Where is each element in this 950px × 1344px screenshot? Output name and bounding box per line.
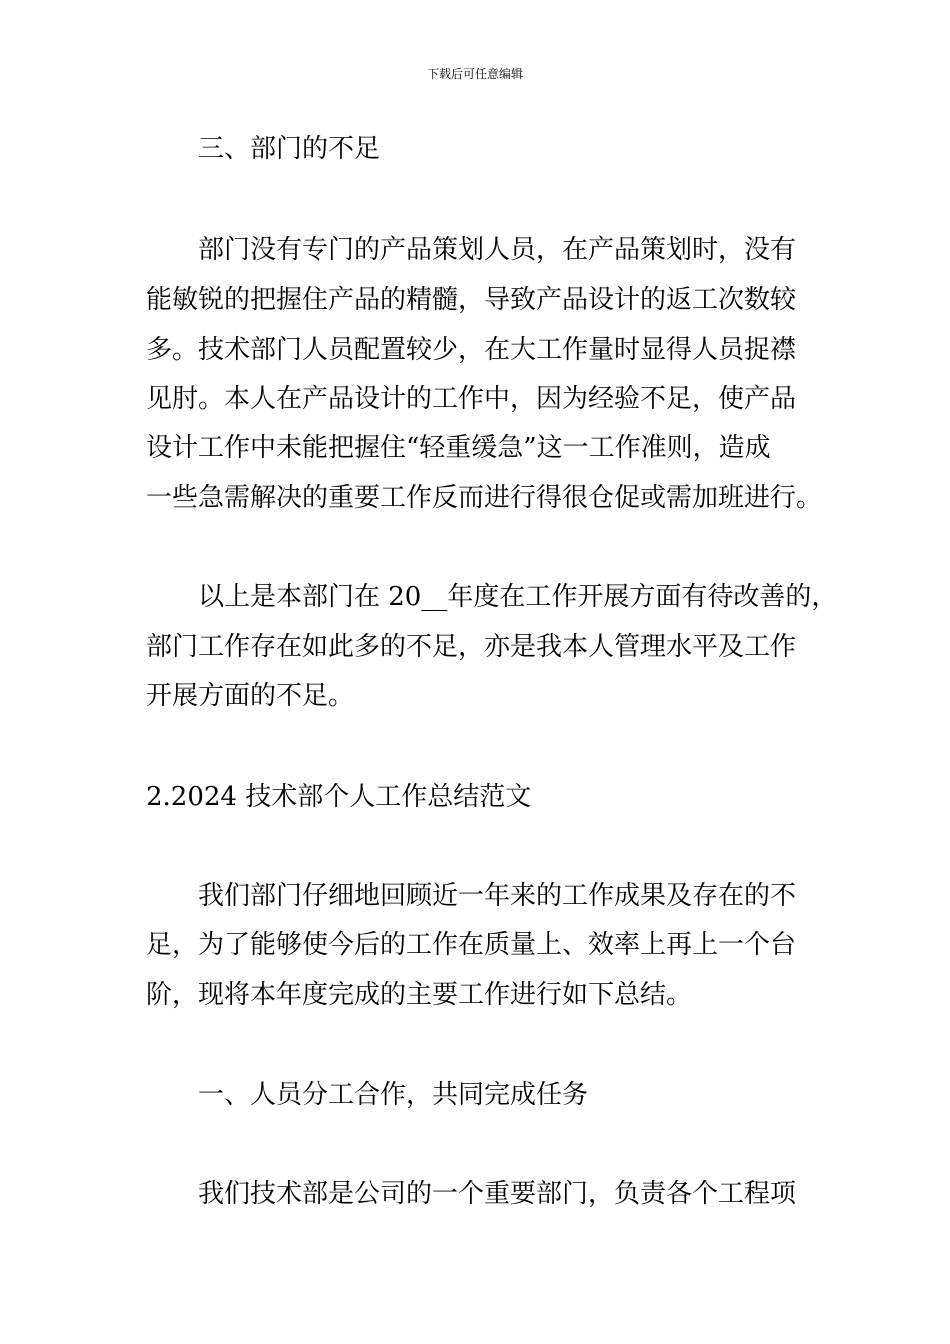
paragraph-line: 一些急需解决的重要工作反而进行得很仓促或需加班进行。 bbox=[146, 483, 823, 513]
paragraph-line: 部门没有专门的产品策划人员，在产品策划时，没有 bbox=[198, 235, 797, 265]
paragraph-line: 能敏锐的把握住产品的精髓，导致产品设计的返工次数较 bbox=[146, 285, 797, 315]
paragraph-line: 我们技术部是公司的一个重要部门，负责各个工程项 bbox=[198, 1179, 797, 1209]
paragraph-line: 我们部门仔细地回顾近一年来的工作成果及存在的不 bbox=[198, 881, 797, 911]
paragraph-line: 开展方面的不足。 bbox=[146, 681, 355, 711]
article-title: 2.2024 技术部个人工作总结范文 bbox=[146, 782, 532, 812]
page-header-note: 下载后可任意编辑 bbox=[426, 67, 523, 81]
section-heading-division: 一、人员分工合作，共同完成任务 bbox=[198, 1080, 589, 1110]
paragraph-line: 见肘。本人在产品设计的工作中，因为经验不足，使产品 bbox=[146, 384, 797, 414]
section-heading-shortcomings: 三、部门的不足 bbox=[198, 134, 381, 164]
paragraph-line: 多。技术部门人员配置较少，在大工作量时显得人员捉襟 bbox=[146, 335, 797, 365]
paragraph-line: 以上是本部门在 20__年度在工作开展方面有待改善的， bbox=[198, 582, 838, 612]
paragraph-line: 阶，现将本年度完成的主要工作进行如下总结。 bbox=[146, 980, 693, 1010]
paragraph-line: 设计工作中未能把握住“轻重缓急”这一工作准则，造成 bbox=[146, 433, 771, 463]
paragraph-line: 足，为了能够使今后的工作在质量上、效率上再上一个台 bbox=[146, 930, 797, 960]
paragraph-line: 部门工作存在如此多的不足，亦是我本人管理水平及工作 bbox=[146, 632, 797, 662]
